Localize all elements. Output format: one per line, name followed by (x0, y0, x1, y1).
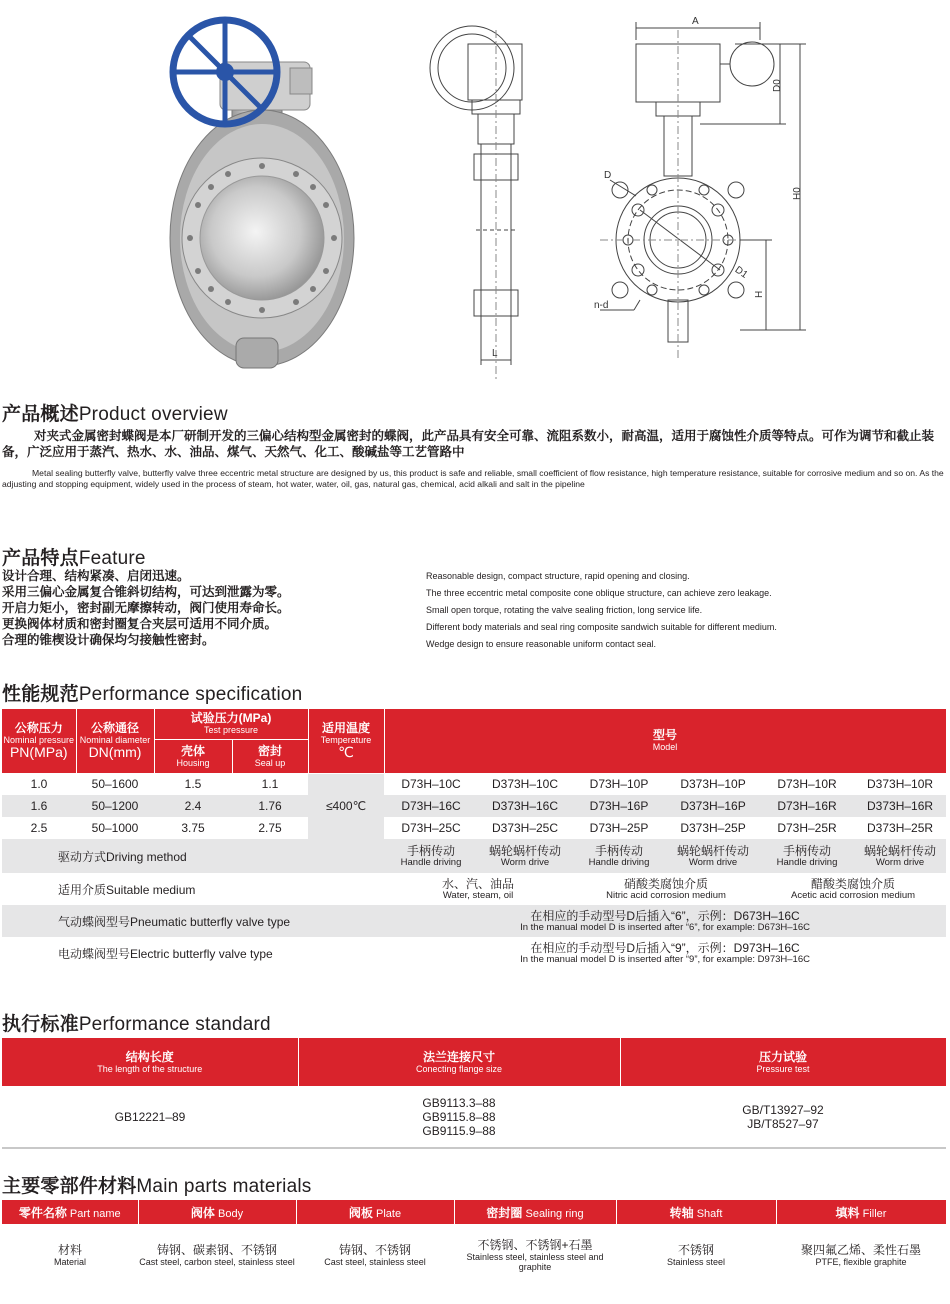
product-figures (0, 0, 950, 388)
materials-cell: 铸钢、碳素钢、不锈钢 Cast steel, carbon steel, stainless steel (139, 1242, 295, 1267)
materials-header: 阀体 Body (138, 1200, 296, 1224)
valve-photo (170, 20, 354, 368)
materials-cell: 不锈钢 Stainless steel (666, 1242, 726, 1267)
medium-label: 适用介质Suitable medium (58, 882, 196, 897)
overview-title: 产品概述Product overview (2, 404, 228, 425)
header-test-pressure: 试验压力(MPa) Test pressure (154, 709, 308, 739)
materials-cell: 铸钢、不锈钢 Cast steel, stainless steel (324, 1242, 426, 1267)
dn-value: 50–1200 (91, 799, 139, 813)
model-value: D373H–10C (491, 777, 559, 792)
driving-value: 蜗轮蜗杆传动 Worm drive (677, 843, 750, 868)
feature-item-en: Different body materials and seal ring composite sandwich suitable for different medium. (426, 622, 777, 632)
model-value: D373H–10R (867, 777, 934, 792)
overview-text-cn: 对夹式金属密封蝶阀是本厂研制开发的三偏心结构型金属密封的蝶阀，此产品具有安全可靠、流阻系数小，耐高温，适用于腐蚀性介质等特点。可作为调节和截止装备，广泛应用于蒸汽、热水、水、油品、煤气、天然气、化工、酸碱盐等工艺管路中 (2, 429, 935, 459)
materials-cell: 不锈钢、不锈钢+石墨 Stainless steel, stainless steel and graphite (466, 1237, 604, 1272)
feature-list-en (426, 568, 946, 653)
pneumatic-value: 在相应的手动型号D后插入“6”，示例：D673H–16C In the manual model D is inserted after “6”, for example: D673H–16C (520, 908, 810, 933)
standard-table (2, 1038, 947, 1149)
standard-header-flange: 法兰连接尺寸 Conecting flange size (298, 1038, 620, 1086)
dn-value: 50–1000 (91, 821, 139, 835)
model-value: D73H–25P (589, 821, 649, 835)
seal-value: 1.1 (261, 777, 279, 792)
standard-header-pressure: 压力试验 Pressure test (620, 1038, 946, 1086)
table-row (2, 795, 946, 817)
model-value: D373H–16C (491, 799, 559, 813)
dim-label-L: L (492, 348, 498, 359)
electric-value: 在相应的手动型号D后插入“9”，示例：D973H–16C In the manual model D is inserted after “9”, for example: D973H–16C (520, 940, 810, 965)
pneumatic-label: 气动蝶阀型号Pneumatic butterfly valve type (58, 914, 291, 929)
driving-label: 驱动方式Driving method (58, 849, 187, 864)
materials-table (2, 1200, 947, 1286)
seal-value: 2.75 (258, 821, 282, 835)
feature-list-cn (2, 568, 402, 648)
electric-label: 电动蝶阀型号Electric butterfly valve type (58, 946, 273, 961)
table-row (2, 817, 946, 839)
driving-value: 手柄传动 Handle driving (588, 843, 650, 868)
medium-value: 水、汽、油品 Water, steam, oil (442, 876, 515, 901)
feature-item-cn: 开启力矩小，密封副无摩擦转动，阀门使用寿命长。 (2, 601, 290, 615)
overview-text-en: Metal sealing butterfly valve, butterfly valve three eccentric metal structure are designed by us, this product is safe and reliable, small coefficient of flow resistance, high temperature resistance, suitable for corrosive medium and so on. As the adjusting and stopping equipment, widely used in the process of steam, hot water, water, oil, gas, natural gas, chemical, acid alkali and salt in the pipeline (2, 468, 944, 489)
temperature-value: ≤400℃ (308, 773, 384, 839)
feature-item-en: Small open torque, rotating the valve sealing friction, long service life. (426, 605, 703, 615)
housing-value: 2.4 (184, 799, 202, 813)
feature-item-cn: 设计合理、结构紧凑、启闭迅速。 (2, 569, 190, 583)
feature-item-cn: 采用三偏心金属复合锥斜切结构，可达到泄露为零。 (2, 585, 290, 599)
header-pn: 公称压力 Nominal pressure PN(MPa) (2, 709, 76, 773)
materials-cell: 聚四氟乙烯、柔性石墨 PTFE, flexible graphite (800, 1242, 921, 1267)
seal-value: 1.76 (258, 799, 282, 813)
side-view-drawing (430, 26, 522, 380)
pn-value: 1.0 (30, 777, 48, 792)
model-value: D73H–16P (589, 799, 649, 813)
feature-item-cn: 合理的锥楔设计确保均匀接触性密封。 (2, 633, 215, 647)
dim-label-H: H (754, 290, 765, 298)
materials-header: 填料 Filler (776, 1200, 946, 1224)
model-value: D373H–16P (680, 799, 746, 813)
electric-row (2, 937, 946, 969)
driving-value: 蜗轮蜗杆传动 Worm drive (489, 843, 562, 868)
materials-header: 零件名称 Part name (2, 1200, 138, 1224)
standard-pressure-value: GB/T13927–92 JB/T8527–97 (620, 1086, 946, 1148)
materials-title: 主要零部件材料Main parts materials (2, 1176, 312, 1197)
feature-item-en: Reasonable design, compact structure, rapid opening and closing. (426, 571, 690, 581)
model-value: D373H–25P (680, 821, 746, 835)
dim-label-A: A (692, 16, 699, 27)
medium-row (2, 873, 946, 905)
standard-structure-value: GB12221–89 (2, 1086, 298, 1148)
model-value: D373H–25C (491, 821, 559, 835)
dim-label-D0: D0 (772, 79, 783, 92)
feature-item-en: The three eccentric metal composite cone oblique structure, can achieve zero leakage. (426, 588, 772, 598)
dim-label-D1: D1 (732, 264, 750, 281)
model-value: D73H–25R (777, 821, 837, 835)
materials-cell: 材料 Material (53, 1242, 86, 1267)
standard-flange-value: GB9113.3–88 GB9115.8–88 GB9115.9–88 (298, 1086, 620, 1148)
materials-header: 密封圈 Sealing ring (454, 1200, 616, 1224)
model-value: D73H–25C (401, 821, 461, 835)
pn-value: 1.6 (30, 799, 48, 813)
header-temperature: 适用温度 Temperature ℃ (308, 709, 384, 773)
materials-header: 阀板 Plate (296, 1200, 454, 1224)
table-row (2, 773, 946, 795)
driving-row (2, 839, 946, 873)
housing-value: 1.5 (184, 777, 202, 792)
dn-value: 50–1600 (91, 777, 139, 792)
medium-value: 硝酸类腐蚀介质 Nitric acid corrosion medium (606, 876, 726, 901)
standard-title: 执行标准Performance standard (2, 1014, 271, 1035)
driving-value: 手柄传动 Handle driving (776, 843, 838, 868)
model-value: D73H–16C (401, 799, 461, 813)
dim-label-H0: H0 (792, 187, 803, 200)
model-value: D73H–10P (589, 777, 649, 792)
model-value: D73H–10R (777, 777, 837, 792)
front-view-drawing (600, 22, 806, 360)
standard-header-structure: 结构长度 The length of the structure (2, 1038, 298, 1086)
feature-item-cn: 更换阀体材质和密封圈复合夹层可适用不同介质。 (2, 617, 278, 631)
header-model: 型号 Model (384, 709, 946, 773)
materials-header: 转轴 Shaft (616, 1200, 776, 1224)
performance-table (2, 709, 947, 969)
model-value: D373H–16R (867, 799, 934, 813)
performance-title: 性能规范Performance specification (2, 684, 303, 705)
model-value: D73H–16R (777, 799, 837, 813)
dim-label-D: D (604, 170, 612, 181)
pneumatic-row (2, 905, 946, 937)
feature-item-en: Wedge design to ensure reasonable uniform contact seal. (426, 639, 656, 649)
header-seal: 密封 Seal up (232, 739, 308, 773)
feature-title: 产品特点Feature (2, 548, 146, 569)
header-housing: 壳体 Housing (154, 739, 232, 773)
dim-label-nd: n-d (594, 300, 609, 311)
header-dn: 公称通径 Nominal diameter DN(mm) (76, 709, 154, 773)
model-value: D373H–10P (680, 777, 746, 792)
driving-value: 手柄传动 Handle driving (400, 843, 462, 868)
driving-value: 蜗轮蜗杆传动 Worm drive (864, 843, 937, 868)
pn-value: 2.5 (30, 821, 48, 835)
model-value: D373H–25R (867, 821, 934, 835)
medium-value: 醋酸类腐蚀介质 Acetic acid corrosion medium (790, 876, 916, 901)
housing-value: 3.75 (181, 821, 205, 835)
model-value: D73H–10C (401, 777, 461, 792)
